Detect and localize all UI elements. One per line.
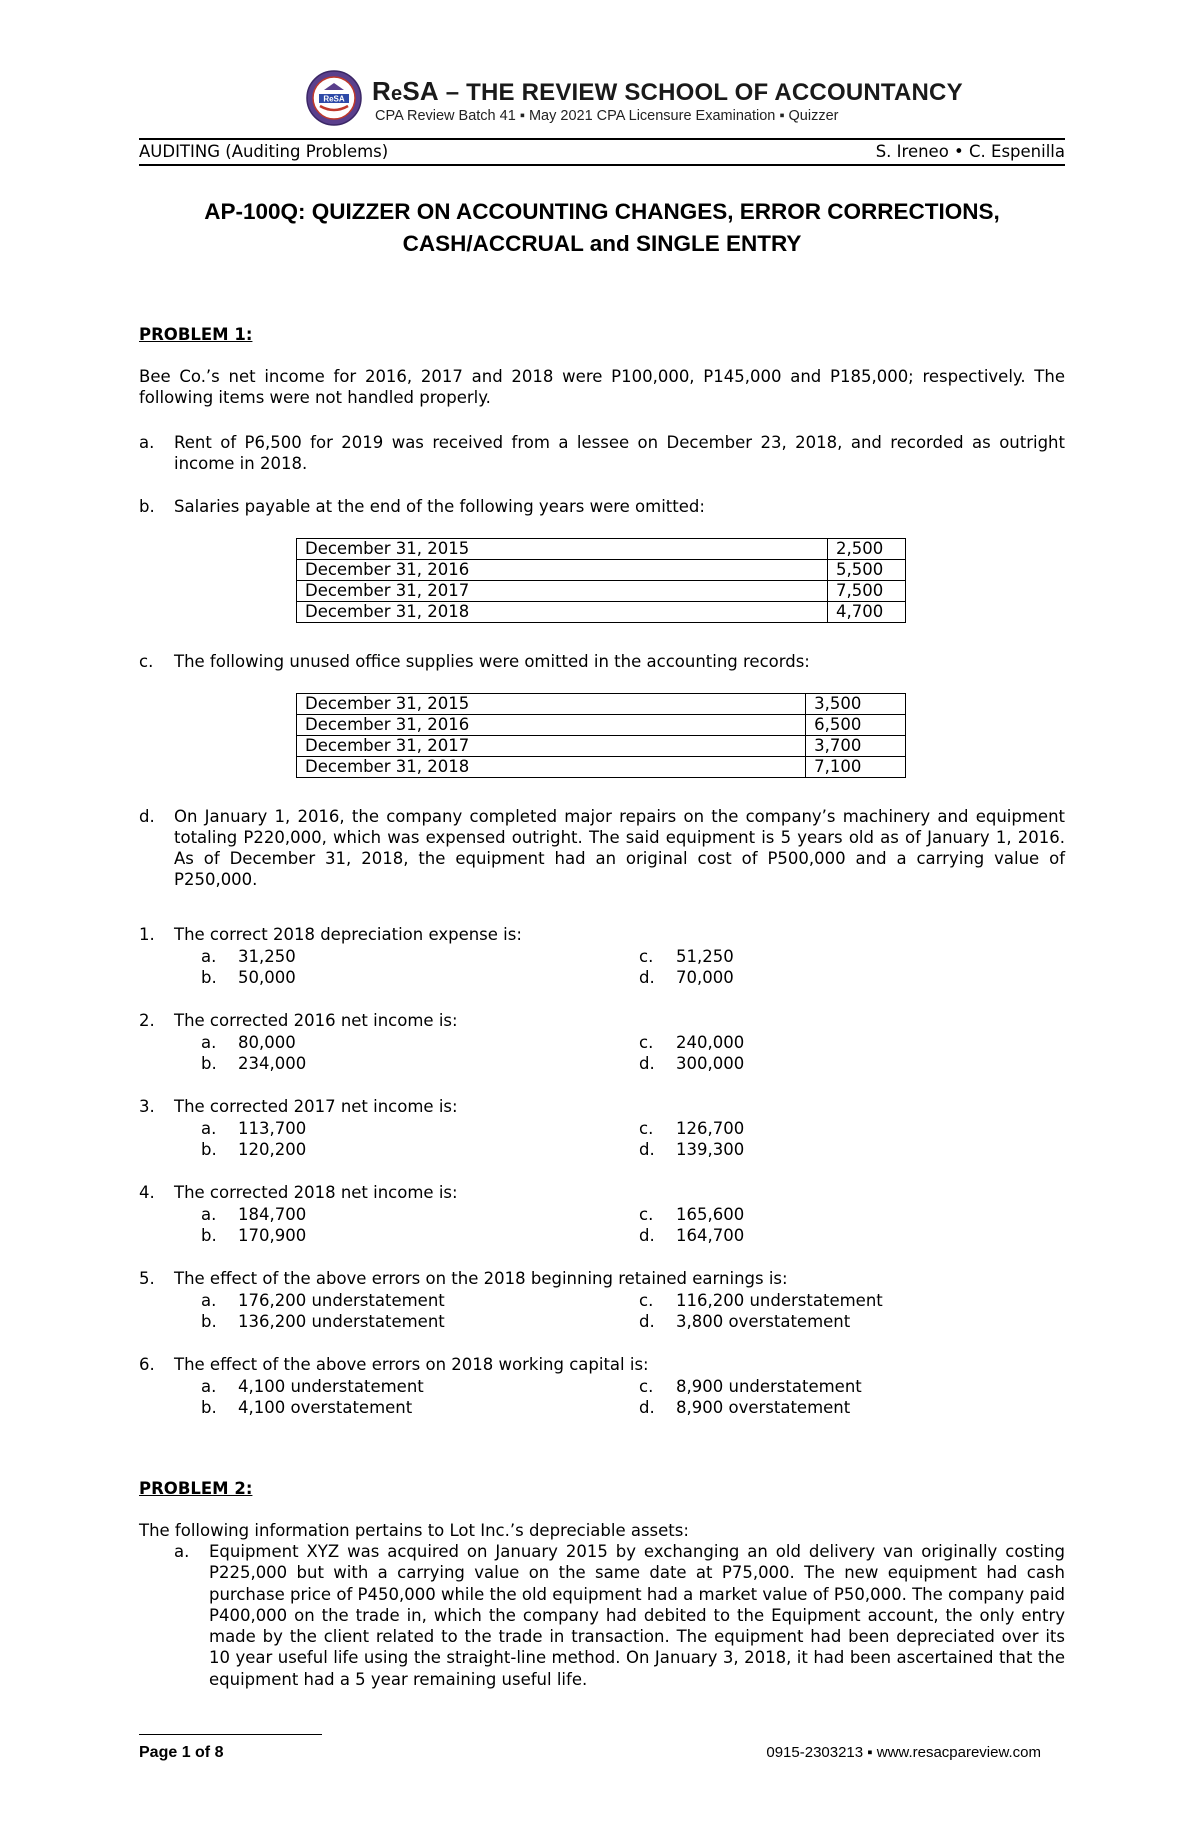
choice-text: 184,700: [238, 1204, 307, 1224]
page-number: Page 1 of 8: [139, 1744, 224, 1761]
question-stem: The effect of the above errors on 2018 working capital is:: [174, 1355, 649, 1374]
answer-choice-d: [639, 1225, 744, 1247]
question-stem: The corrected 2017 net income is:: [174, 1097, 458, 1116]
choice-text: 165,600: [676, 1204, 745, 1224]
table-row: [297, 602, 906, 623]
problem2-heading: PROBLEM 2:: [139, 1479, 253, 1498]
resa-logo-icon: [306, 70, 362, 126]
table-cell-amount: 5,500: [828, 560, 906, 581]
question-4: [139, 1182, 1065, 1204]
subject-bar: [139, 138, 1065, 166]
choice-text: 164,700: [676, 1226, 745, 1245]
table-cell-date: December 31, 2017: [297, 736, 806, 757]
choice-text: 80,000: [238, 1032, 296, 1052]
subject-label: AUDITING (Auditing Problems): [139, 142, 389, 161]
choice-letter: c.: [639, 1032, 654, 1052]
choice-text: 136,200 understatement: [238, 1312, 445, 1331]
answer-choice-b: [201, 1225, 306, 1247]
choice-letter: a.: [201, 1290, 217, 1310]
problem2-item-a: a. Equipment XYZ was acquired on January 2015 by exchanging an old delivery van originally costing P225,000 but with a carrying value on the same date at P75,000. The new equipment had cash purchase price of P450,000 while the old equipment had a market value of P50,000. The company paid P400,000 on the trade in, which the company had debited to the Equipment account, the only entry made by the client related to the trade in transaction. The equipment had been depreciated over its 10 year useful life using the straight-line method. On January 3, 2018, it had been ascertained that the equipment had a 5 year remaining useful life.: [174, 1542, 1065, 1689]
choice-text: 126,700: [676, 1118, 745, 1138]
choice-letter: d.: [639, 1140, 655, 1159]
question-number: 3.: [139, 1097, 155, 1116]
choice-letter: b.: [201, 1054, 217, 1073]
question-number: 4.: [139, 1183, 155, 1202]
choice-letter: c.: [639, 1290, 654, 1310]
answer-choice-b: [201, 1053, 306, 1075]
answer-choice-c: [639, 1118, 744, 1140]
choice-text: 120,200: [238, 1140, 307, 1159]
answer-choice-d: [639, 967, 734, 989]
table-cell-amount: 2,500: [828, 539, 906, 560]
answer-choice-a: [201, 1032, 296, 1054]
choice-letter: c.: [639, 946, 654, 966]
table-cell-date: December 31, 2017: [297, 581, 828, 602]
problem1-item-b: b. Salaries payable at the end of the following years were omitted:: [139, 497, 705, 516]
choice-letter: c.: [639, 1376, 654, 1396]
choice-text: 240,000: [676, 1032, 745, 1052]
choice-text: 176,200 understatement: [238, 1290, 445, 1310]
choice-text: 116,200 understatement: [676, 1290, 883, 1310]
school-name: ReSA – THE REVIEW SCHOOL OF ACCOUNTANCY: [372, 76, 963, 106]
problem1-item-a: a. Rent of P6,500 for 2019 was received from a lessee on December 23, 2018, and recorded as outright income in 2018.: [139, 433, 1065, 473]
table-cell-date: December 31, 2016: [297, 560, 828, 581]
table-cell-date: December 31, 2018: [297, 757, 806, 778]
question-3: [139, 1096, 1065, 1118]
choice-text: 3,800 overstatement: [676, 1312, 851, 1331]
question-number: 2.: [139, 1011, 155, 1030]
table-cell-date: December 31, 2018: [297, 602, 828, 623]
choice-text: 170,900: [238, 1226, 307, 1245]
table-cell-date: December 31, 2015: [297, 694, 806, 715]
answer-choice-d: [639, 1397, 850, 1419]
choice-text: 234,000: [238, 1054, 307, 1073]
problem1-item-d: d. On January 1, 2016, the company completed major repairs on the company’s machinery and equipment totaling P220,000, which was expensed outright. The said equipment is 5 years old as of January 1, 2016. As of December 31, 2018, the equipment had an original cost of P500,000 and a carrying value of P250,000.: [139, 807, 1065, 889]
choice-letter: d.: [639, 1226, 655, 1245]
choice-letter: a.: [201, 1204, 217, 1224]
choice-letter: b.: [201, 1140, 217, 1159]
question-number: 5.: [139, 1269, 155, 1288]
choice-text: 113,700: [238, 1118, 307, 1138]
table-cell-amount: 7,100: [806, 757, 906, 778]
choice-text: 51,250: [676, 946, 734, 966]
office-supplies-table: [296, 693, 906, 778]
choice-letter: d.: [639, 1398, 655, 1417]
question-stem: The corrected 2018 net income is:: [174, 1183, 458, 1202]
choice-letter: c.: [639, 1118, 654, 1138]
choice-text: 50,000: [238, 968, 296, 987]
answer-choice-a: [201, 946, 296, 968]
answer-choice-c: [639, 1032, 744, 1054]
question-stem: The effect of the above errors on the 2018 beginning retained earnings is:: [174, 1269, 788, 1288]
choice-text: 8,900 understatement: [676, 1376, 862, 1396]
choice-text: 139,300: [676, 1140, 745, 1159]
choice-letter: d.: [639, 968, 655, 987]
table-cell-amount: 7,500: [828, 581, 906, 602]
choice-letter: c.: [639, 1204, 654, 1224]
table-cell-amount: 3,500: [806, 694, 906, 715]
question-5: [139, 1268, 1065, 1290]
authors-label: S. Ireneo • C. Espenilla: [875, 142, 1065, 161]
problem1-heading: PROBLEM 1:: [139, 325, 253, 344]
answer-choice-d: [639, 1311, 850, 1333]
answer-choice-c: [639, 1290, 883, 1312]
answer-choice-c: [639, 946, 734, 968]
answer-choice-b: [201, 1311, 445, 1333]
answer-choice-c: [639, 1204, 744, 1226]
question-6: [139, 1354, 1065, 1376]
answer-choice-d: [639, 1053, 744, 1075]
table-row: [297, 736, 906, 757]
answer-choice-b: [201, 1139, 306, 1161]
choice-letter: b.: [201, 1398, 217, 1417]
choice-letter: b.: [201, 1226, 217, 1245]
batch-line: CPA Review Batch 41 ▪ May 2021 CPA Licensure Examination ▪ Quizzer: [375, 108, 839, 124]
question-number: 6.: [139, 1355, 155, 1374]
answer-choice-c: [639, 1376, 862, 1398]
salaries-payable-table: [296, 538, 906, 623]
problem1-item-c: c. The following unused office supplies were omitted in the accounting records:: [139, 652, 810, 671]
contact-info: 0915-2303213 ▪ www.resacpareview.com: [766, 1744, 1041, 1761]
table-row: [297, 539, 906, 560]
document-title: AP-100Q: QUIZZER ON ACCOUNTING CHANGES, ERROR CORRECTIONS, CASH/ACCRUAL and SINGLE ENTRY: [204, 199, 1000, 256]
problem2-intro: The following information pertains to Lot Inc.’s depreciable assets:: [139, 1521, 689, 1540]
choice-text: 31,250: [238, 946, 296, 966]
footer-rule: [139, 1734, 322, 1735]
table-row: [297, 757, 906, 778]
table-row: [297, 715, 906, 736]
table-cell-date: December 31, 2016: [297, 715, 806, 736]
answer-choice-a: [201, 1290, 445, 1312]
table-row: [297, 560, 906, 581]
table-row: [297, 694, 906, 715]
table-cell-amount: 4,700: [828, 602, 906, 623]
choice-letter: a.: [201, 1376, 217, 1396]
document-page: [139, 0, 1065, 1835]
table-cell-amount: 6,500: [806, 715, 906, 736]
table-row: [297, 581, 906, 602]
question-stem: The corrected 2016 net income is:: [174, 1011, 458, 1030]
choice-letter: b.: [201, 968, 217, 987]
choice-letter: a.: [201, 1118, 217, 1138]
table-cell-date: December 31, 2015: [297, 539, 828, 560]
choice-text: 4,100 understatement: [238, 1376, 424, 1396]
svg-text:ReSA: ReSA: [323, 94, 345, 104]
choice-text: 70,000: [676, 968, 734, 987]
problem1-intro: Bee Co.’s net income for 2016, 2017 and 2018 were P100,000, P145,000 and P185,000; respectively. The following items were not handled properly.: [139, 367, 1065, 407]
choice-text: 4,100 overstatement: [238, 1398, 413, 1417]
choice-letter: d.: [639, 1312, 655, 1331]
choice-letter: a.: [201, 1032, 217, 1052]
choice-letter: a.: [201, 946, 217, 966]
answer-choice-d: [639, 1139, 744, 1161]
question-stem: The correct 2018 depreciation expense is:: [174, 925, 522, 944]
choice-letter: d.: [639, 1054, 655, 1073]
page-header: [139, 68, 1065, 134]
question-2: [139, 1010, 1065, 1032]
answer-choice-b: [201, 967, 296, 989]
answer-choice-a: [201, 1376, 424, 1398]
choice-text: 300,000: [676, 1054, 745, 1073]
table-cell-amount: 3,700: [806, 736, 906, 757]
answer-choice-b: [201, 1397, 412, 1419]
choice-letter: b.: [201, 1312, 217, 1331]
answer-choice-a: [201, 1204, 306, 1226]
choice-text: 8,900 overstatement: [676, 1398, 851, 1417]
question-number: 1.: [139, 925, 155, 944]
question-1: [139, 924, 1065, 946]
answer-choice-a: [201, 1118, 306, 1140]
